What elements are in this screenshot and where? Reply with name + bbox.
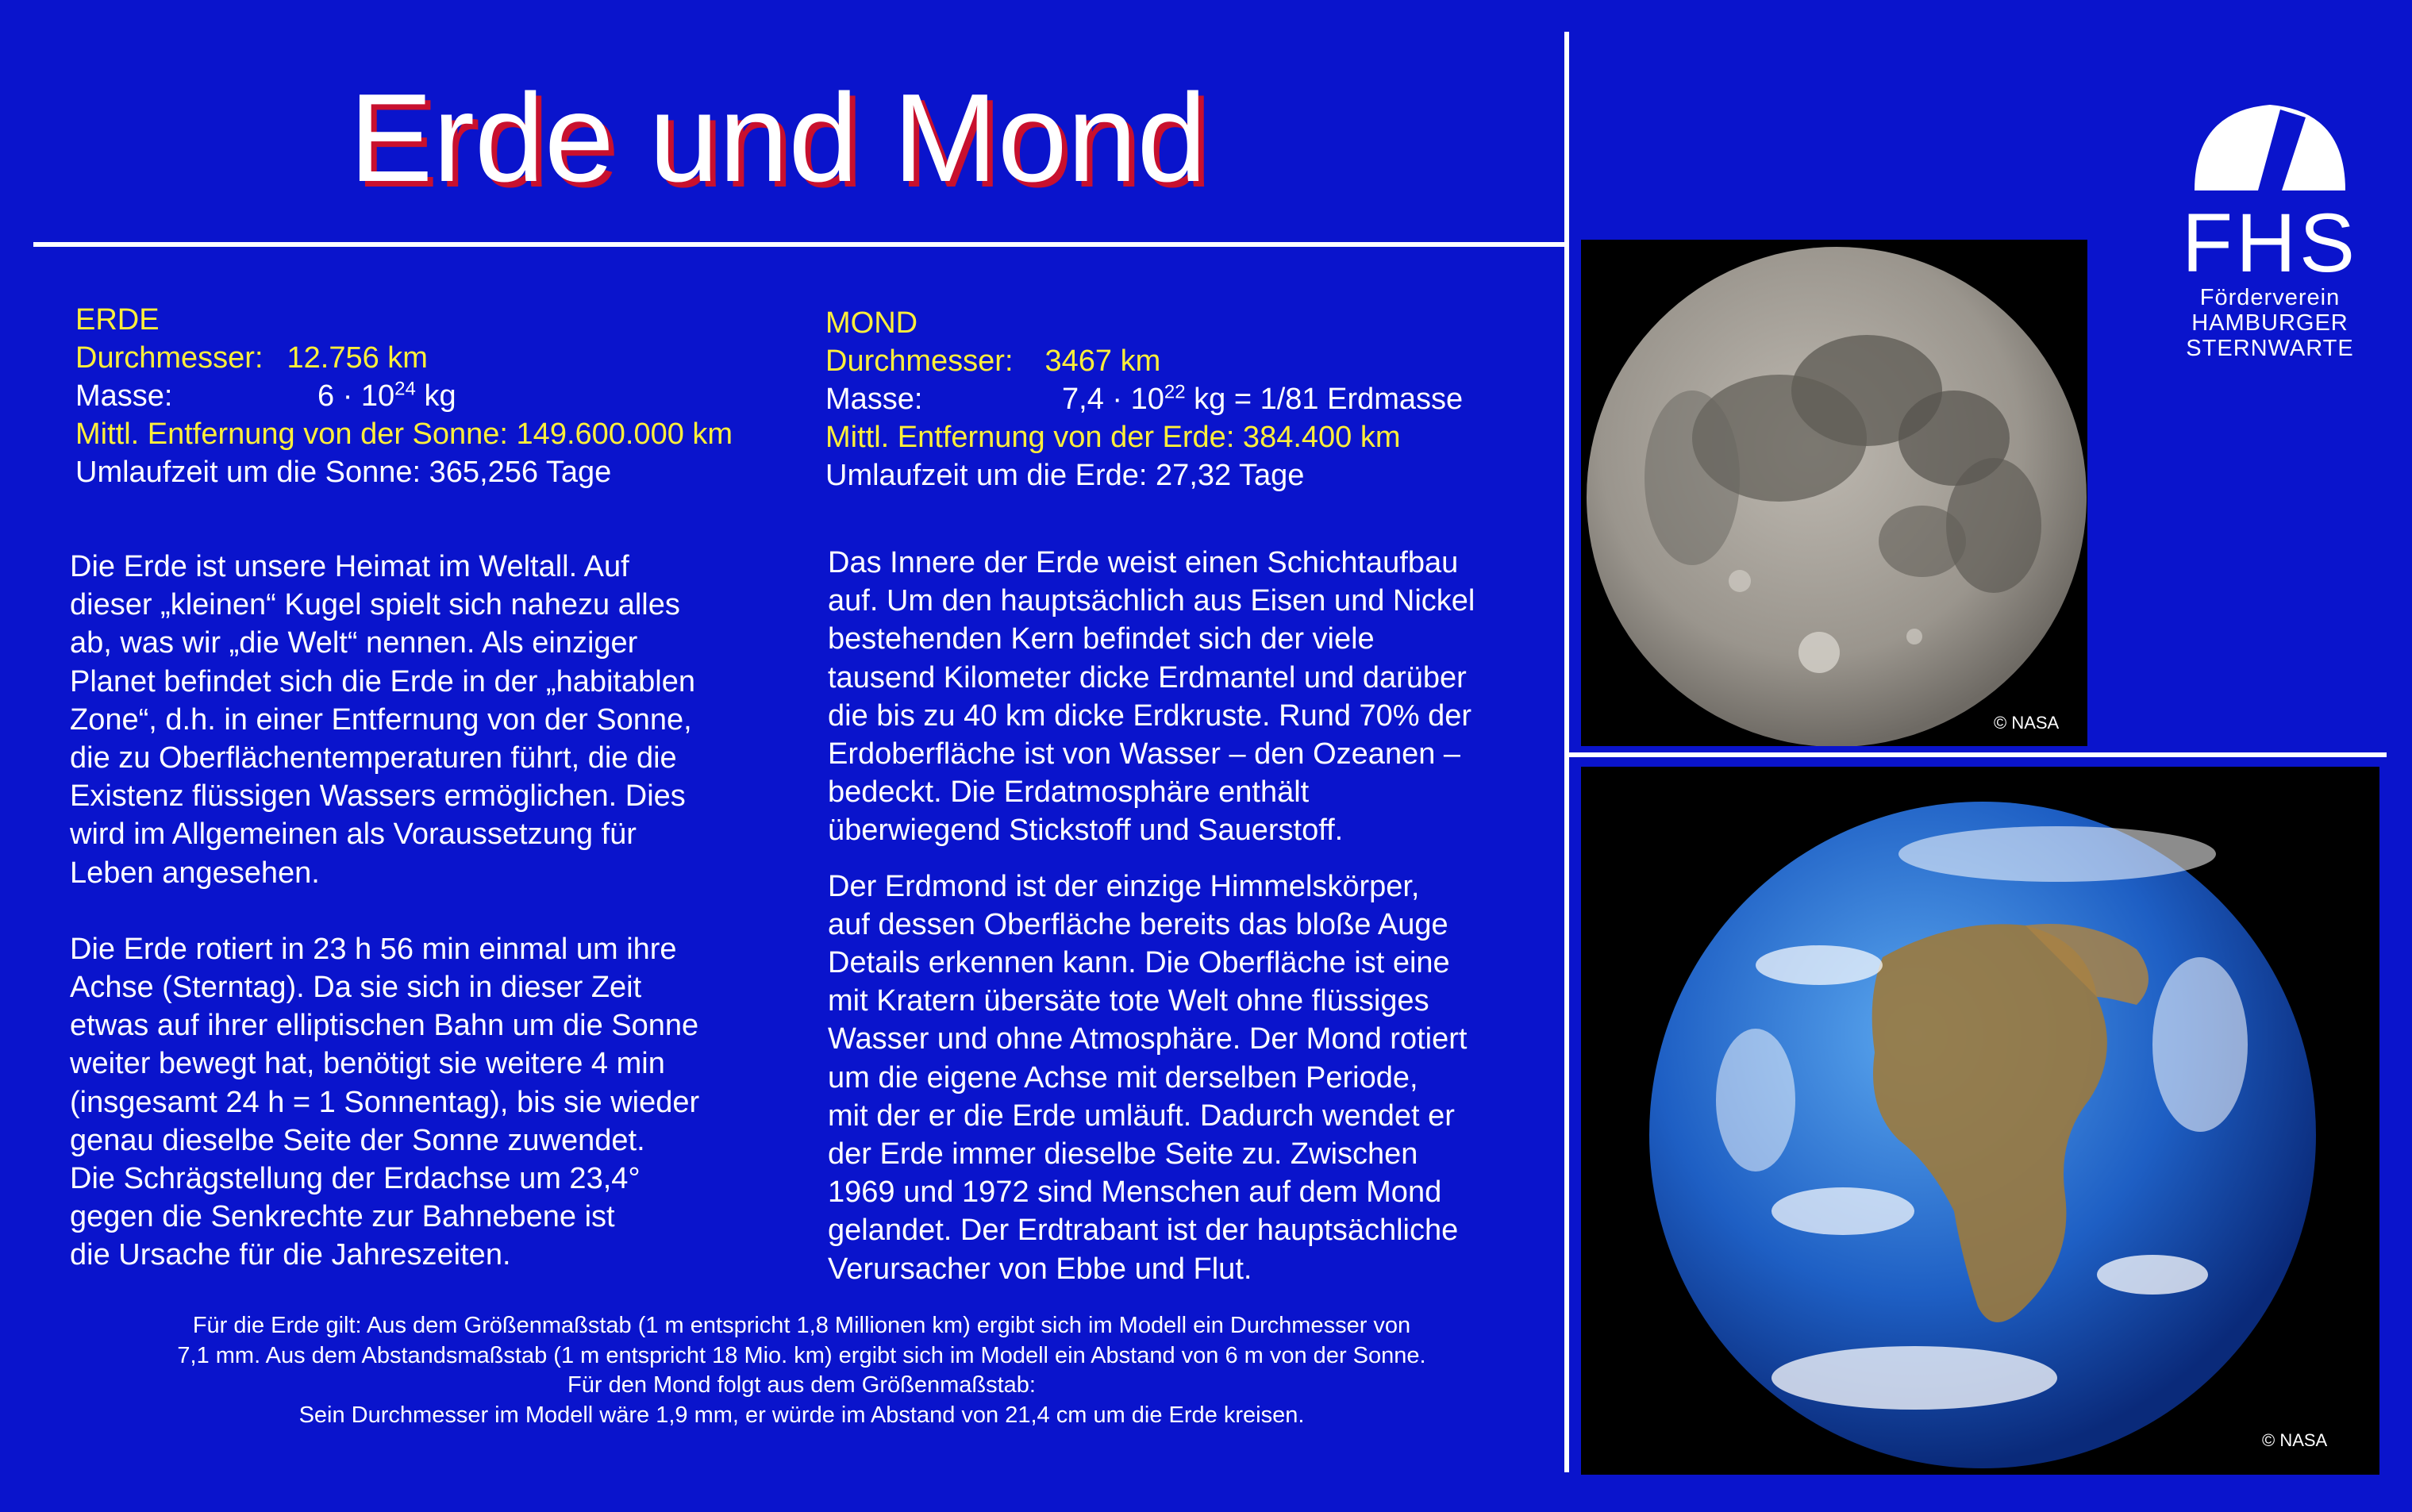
earth-illustration	[1581, 767, 2379, 1475]
right-paragraph-2	[828, 868, 1475, 1288]
erde-facts	[75, 301, 733, 491]
right-paragraph-1	[828, 544, 1475, 850]
text-line: Die Schrägstellung der Erdachse um 23,4°	[70, 1162, 641, 1196]
image-divider	[1569, 752, 2387, 757]
text-line: Das Innere der Erde weist einen Schichtaufbau	[828, 546, 1459, 579]
mond-period: Umlaufzeit um die Erde: 27,32 Tage	[825, 459, 1305, 492]
erde-mass-mantissa: 6 · 10	[317, 379, 395, 413]
text-line: weiter bewegt hat, benötigt sie weitere 4 min	[70, 1047, 665, 1081]
logo-line-3: STERNWARTE	[2186, 336, 2354, 361]
observatory-dome-icon	[2187, 95, 2353, 198]
text-line: überwiegend Stickstoff und Sauerstoff.	[828, 814, 1344, 848]
logo-line-2: HAMBURGER	[2191, 310, 2349, 336]
moon-credit: © NASA	[1994, 713, 2060, 733]
text-line: tausend Kilometer dicke Erdmantel und darüber	[828, 660, 1467, 694]
text-line: mit der er die Erde umläuft. Dadurch wendet er	[828, 1098, 1455, 1133]
mond-mass-label: Masse:	[825, 383, 923, 416]
footnote-line: Für die Erde gilt: Aus dem Größenmaßstab (1 m entspricht 1,8 Millionen km) ergibt sich im Modell ein Durchmesser von	[192, 1313, 1411, 1338]
erde-heading: ERDE	[75, 303, 160, 337]
text-line: Existenz flüssigen Wassers ermöglichen. Dies	[70, 779, 686, 814]
fhs-logo	[2175, 95, 2365, 361]
mond-diameter-label: Durchmesser:	[825, 344, 1014, 378]
text-line: gelandet. Der Erdtrabant ist der hauptsächliche	[828, 1214, 1459, 1248]
left-paragraph-2	[70, 930, 699, 1275]
mond-mass-unit: kg = 1/81 Erdmasse	[1194, 383, 1464, 416]
moon-image	[1581, 240, 2087, 746]
text-line: wird im Allgemeinen als Voraussetzung für	[70, 818, 637, 852]
text-line: gegen die Senkrechte zur Bahnebene ist	[70, 1200, 615, 1234]
text-line: Zone“, d.h. in einer Entfernung von der Sonne,	[70, 702, 692, 737]
text-line: auf dessen Oberfläche bereits das bloße Auge	[828, 907, 1448, 941]
erde-diameter-value: 12.756 km	[287, 341, 428, 375]
text-line: bedeckt. Die Erdatmosphäre enthält	[828, 775, 1310, 810]
text-line: die zu Oberflächentemperaturen führt, die die	[70, 741, 677, 775]
text-line: um die eigene Achse mit derselben Periode,	[828, 1060, 1418, 1095]
earth-image	[1581, 767, 2379, 1475]
text-line: Details erkennen kann. Die Oberfläche ist eine	[828, 946, 1450, 980]
paragraph-gap	[828, 850, 1475, 868]
text-line: mit Kratern übersäte tote Welt ohne flüssiges	[828, 984, 1429, 1018]
text-line: dieser „kleinen“ Kugel spielt sich nahezu alles	[70, 588, 680, 622]
text-line: bestehenden Kern befindet sich der viele	[828, 622, 1375, 656]
erde-diameter-label: Durchmesser:	[75, 341, 264, 375]
erde-mass-label: Masse:	[75, 379, 173, 413]
mond-heading: MOND	[825, 306, 918, 340]
text-line: etwas auf ihrer elliptischen Bahn um die Sonne	[70, 1009, 699, 1043]
left-text	[70, 548, 699, 1275]
text-line: auf. Um den hauptsächlich aus Eisen und Nickel	[828, 584, 1475, 618]
mond-distance: Mittl. Entfernung von der Erde: 384.400 km	[825, 421, 1401, 454]
text-line: Verursacher von Ebbe und Flut.	[828, 1252, 1252, 1286]
text-line: Wasser und ohne Atmosphäre. Der Mond rotiert	[828, 1022, 1468, 1056]
erde-mass-unit: kg	[424, 379, 456, 413]
text-line: die Ursache für die Jahreszeiten.	[70, 1238, 511, 1272]
text-line: die bis zu 40 km dicke Erdkruste. Rund 70% der	[828, 698, 1472, 733]
text-line: Erdoberfläche ist von Wasser – den Ozeanen –	[828, 737, 1461, 771]
mond-mass-mantissa: 7,4 · 10	[1062, 383, 1164, 416]
text-line: Planet befindet sich die Erde in der „habitablen	[70, 664, 695, 698]
text-line: Leben angesehen.	[70, 856, 320, 890]
mond-facts	[825, 304, 1463, 494]
footnote-line: 7,1 mm. Aus dem Abstandsmaßstab (1 m entspricht 18 Mio. km) ergibt sich im Modell ein Abstand von 6 m von der Sonne.	[177, 1342, 1426, 1368]
mond-mass-exponent: 22	[1164, 381, 1186, 403]
text-line: ab, was wir „die Welt“ nennen. Als einziger	[70, 626, 638, 660]
erde-mass-exponent: 24	[394, 378, 416, 400]
text-line: Achse (Sterntag). Da sie sich in dieser Zeit	[70, 971, 642, 1005]
page-title: Erde und Mond	[349, 68, 1207, 208]
left-paragraph-1	[70, 548, 699, 892]
text-line: Die Erde ist unsere Heimat im Weltall. Auf	[70, 550, 629, 583]
erde-distance: Mittl. Entfernung von der Sonne: 149.600.000 km	[75, 417, 733, 451]
mond-diameter-value: 3467 km	[1044, 344, 1161, 378]
logo-text	[2175, 285, 2365, 361]
footnote-line: Sein Durchmesser im Modell wäre 1,9 mm, er würde im Abstand von 21,4 cm um die Erde kreisen.	[298, 1402, 1305, 1428]
paragraph-gap	[70, 892, 699, 930]
text-line: (insgesamt 24 h = 1 Sonnentag), bis sie wieder	[70, 1085, 700, 1119]
moon-illustration	[1581, 240, 2087, 746]
text-line: der Erde immer dieselbe Seite zu. Zwischen	[828, 1137, 1418, 1172]
text-line: Die Erde rotiert in 23 h 56 min einmal um ihre	[70, 932, 677, 966]
footnote	[32, 1311, 1571, 1430]
text-line: genau dieselbe Seite der Sonne zuwendet.	[70, 1123, 645, 1157]
title-divider	[33, 242, 1565, 247]
footnote-line: Für den Mond folgt aus dem Größenmaßstab:	[567, 1372, 1036, 1398]
text-line: 1969 und 1972 sind Menschen auf dem Mond	[828, 1175, 1442, 1210]
erde-period: Umlaufzeit um die Sonne: 365,256 Tage	[75, 456, 612, 489]
text-line: Der Erdmond ist der einzige Himmelskörper,	[828, 869, 1420, 903]
logo-line-1: Förderverein	[2199, 285, 2341, 310]
right-text	[828, 544, 1475, 1288]
logo-abbrev: FHS	[2182, 197, 2358, 290]
earth-credit: © NASA	[2262, 1430, 2328, 1450]
